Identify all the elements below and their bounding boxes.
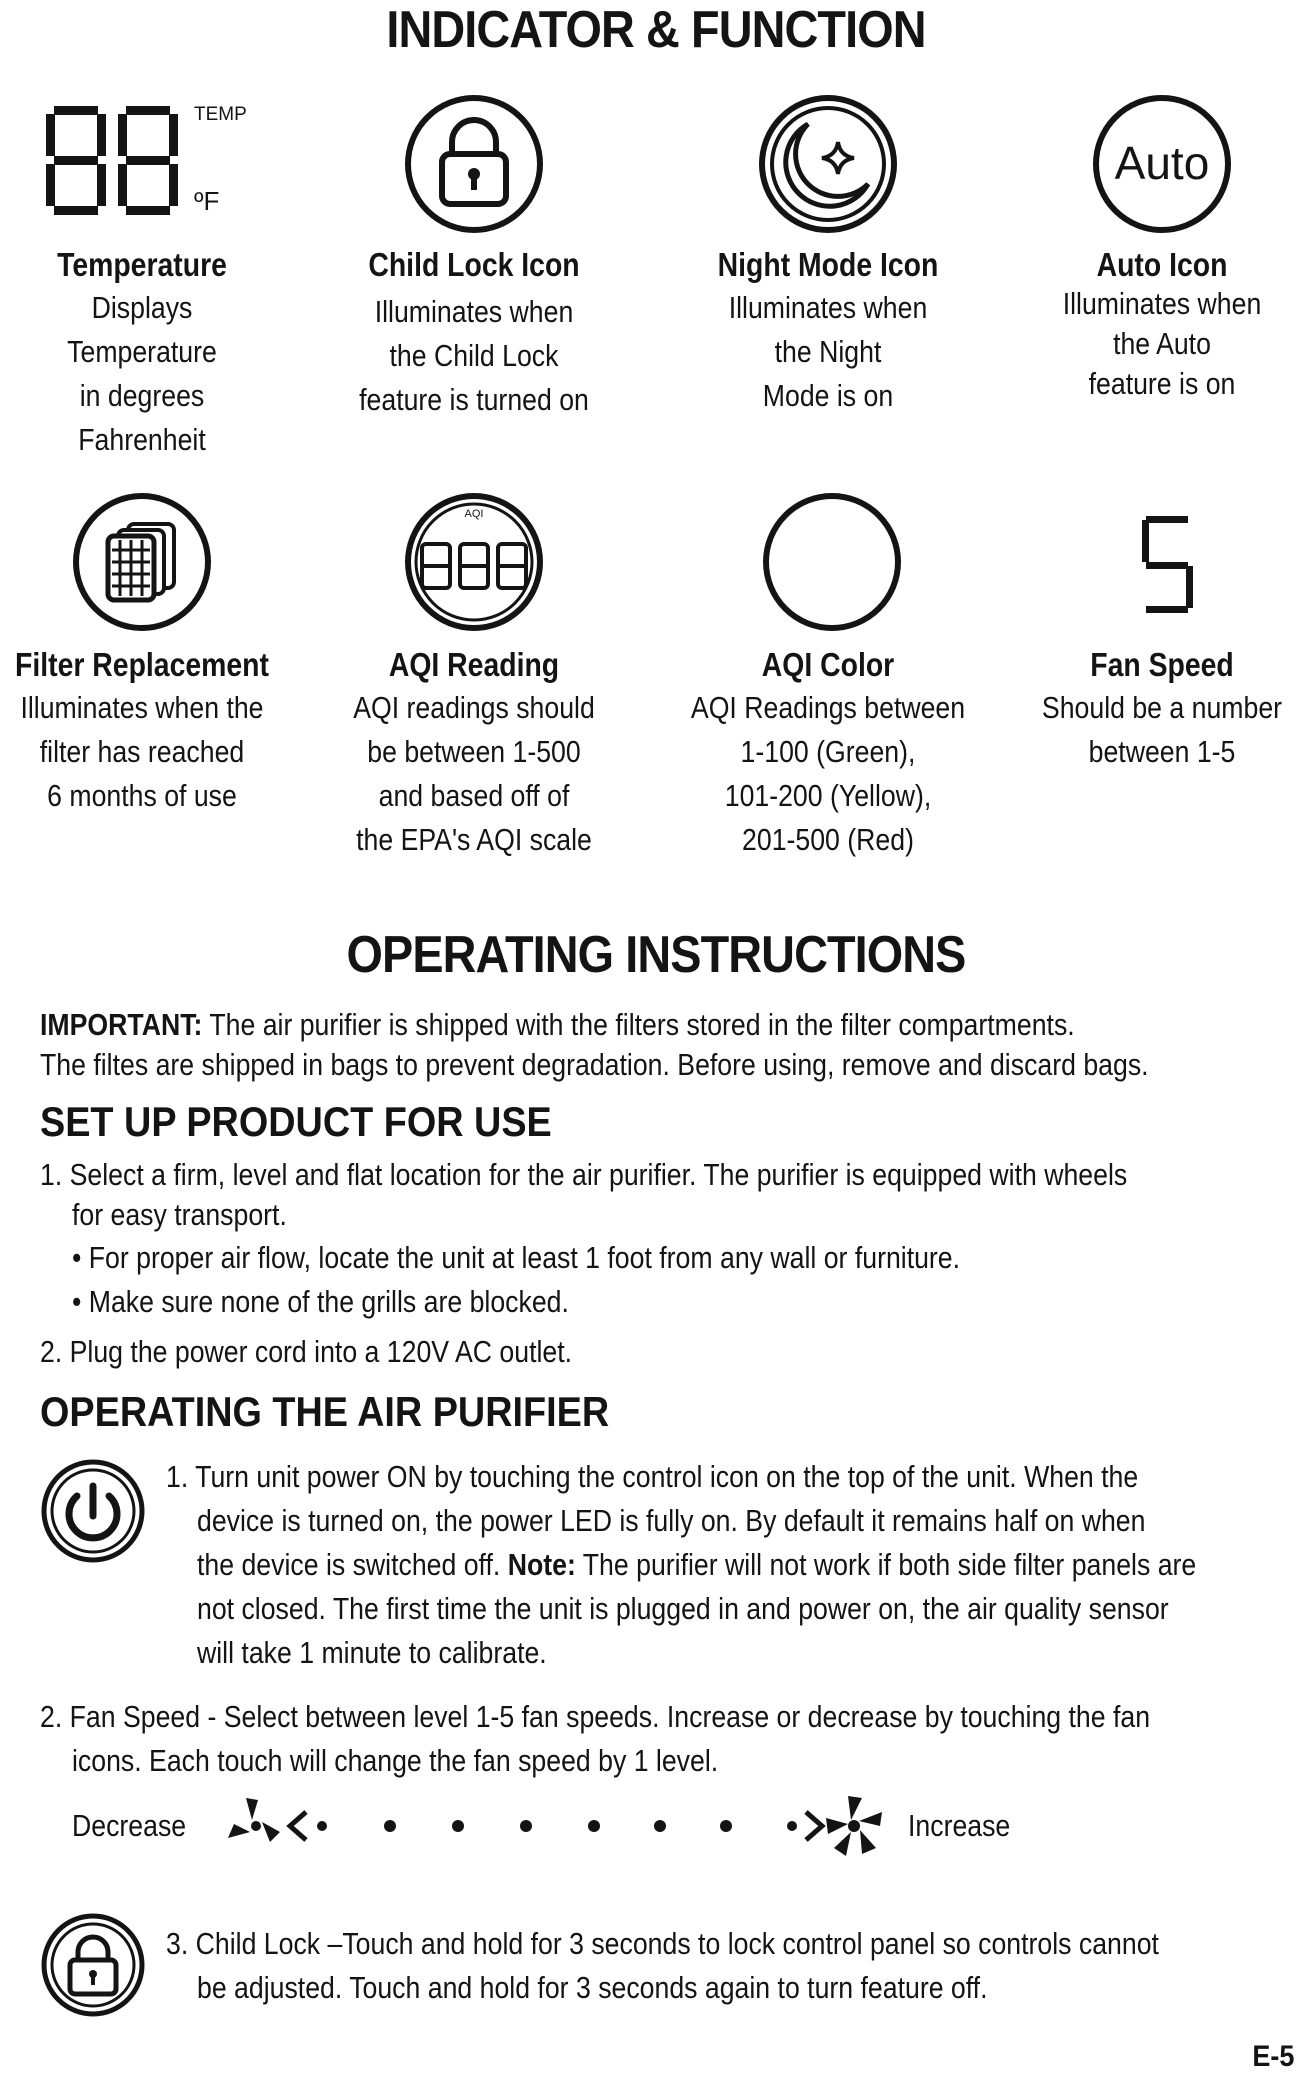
- power-icon: [40, 1458, 146, 1564]
- fan-speed-title: Fan Speed: [1090, 646, 1234, 683]
- filter-replacement-icon: [70, 490, 214, 634]
- aqi-color-desc: AQI Readings between 1-100 (Green), 101-200 (Yellow), 201-500 (Red): [690, 690, 966, 857]
- setup-bullet-2: • Make sure none of the grills are blocked.: [72, 1284, 569, 1319]
- operating-step-1-line-4: not closed. The first time the unit is plugged in and power on, the air quality sensor: [197, 1591, 1169, 1626]
- operating-step-1-line-2: device is turned on, the power LED is fully on. By default it remains half on when: [197, 1503, 1146, 1538]
- setup-step-2: 2. Plug the power cord into a 120V AC outlet.: [40, 1334, 573, 1369]
- step-1-line-3-pre: the device is switched off.: [197, 1547, 508, 1582]
- page-number: E-5: [1252, 2040, 1295, 2073]
- decrease-fan-icon: [228, 1798, 280, 1842]
- auto-title: Auto Icon: [1096, 246, 1228, 283]
- aqi-reading-desc: AQI readings should be between 1-500 and based off of the EPA's AQI scale: [353, 690, 595, 857]
- indicator-title: INDICATOR & FUNCTION: [386, 1, 926, 59]
- temperature-title: Temperature: [57, 246, 227, 283]
- note-label: Note:: [507, 1547, 576, 1582]
- setup-bullet-1: • For proper air flow, locate the unit at least 1 foot from any wall or furniture.: [72, 1240, 961, 1275]
- operating-step-3-line-2: be adjusted. Touch and hold for 3 seconds again to turn feature off.: [197, 1970, 988, 2005]
- child-lock-title: Child Lock Icon: [368, 246, 580, 283]
- child-lock-desc: Illuminates when the Child Lock feature is turned on: [359, 294, 589, 417]
- aqi-reading-icon: [402, 490, 546, 634]
- temperature-desc: Displays Temperature in degrees Fahrenheit: [67, 290, 217, 457]
- aqi-color-icon: [760, 490, 904, 634]
- decrease-label: Decrease: [72, 1808, 187, 1843]
- auto-icon: [1090, 92, 1234, 236]
- fan-speed-digit-icon: [1140, 516, 1196, 616]
- setup-step-1-line-2: for easy transport.: [72, 1197, 287, 1232]
- temp-label: TEMP: [194, 104, 247, 125]
- fahrenheit-unit: ºF: [194, 186, 220, 216]
- operating-step-3-line-1: 3. Child Lock –Touch and hold for 3 seconds to lock control panel so controls cannot: [166, 1926, 1159, 1961]
- auto-desc: Illuminates when the Auto feature is on: [1062, 286, 1262, 401]
- operating-step-2-line-2: icons. Each touch will change the fan speed by 1 level.: [72, 1743, 719, 1778]
- important-label: IMPORTANT:: [40, 1007, 203, 1042]
- setup-step-1-line-1: 1. Select a firm, level and flat location for the air purifier. The purifier is equipped with wheels: [40, 1157, 1128, 1192]
- operating-step-1-line-3: [197, 1543, 1196, 1587]
- operating-step-1-line-5: will take 1 minute to calibrate.: [197, 1635, 547, 1670]
- fan-speed-scale: [214, 1792, 904, 1860]
- aqi-reading-title: AQI Reading: [388, 646, 560, 683]
- step-1-line-3-post: The purifier will not work if both side filter panels are: [575, 1547, 1197, 1582]
- auto-icon-text: Auto: [1114, 137, 1210, 189]
- operating-heading: OPERATING THE AIR PURIFIER: [40, 1388, 610, 1435]
- aqi-icon-label: AQI: [464, 508, 484, 520]
- important-line-1: [40, 1005, 1075, 1045]
- operating-step-2-line-1: 2. Fan Speed - Select between level 1-5 fan speeds. Increase or decrease by touching the fan: [40, 1699, 1151, 1734]
- filter-replacement-desc: Illuminates when the filter has reached 6 months of use: [20, 690, 264, 813]
- aqi-color-title: AQI Color: [761, 646, 895, 683]
- operating-instructions-title: OPERATING INSTRUCTIONS: [346, 926, 966, 984]
- important-text: The air purifier is shipped with the filters stored in the filter compartments.: [202, 1007, 1075, 1042]
- operating-step-1-line-1: 1. Turn unit power ON by touching the control icon on the top of the unit. When the: [166, 1459, 1139, 1494]
- important-line-2: The filtes are shipped in bags to prevent degradation. Before using, remove and discard bags.: [40, 1047, 1149, 1082]
- night-mode-icon: [756, 92, 900, 236]
- night-mode-desc: Illuminates when the Night Mode is on: [728, 290, 928, 413]
- increase-label: Increase: [908, 1808, 1011, 1843]
- increase-fan-icon: [826, 1796, 882, 1856]
- fan-speed-desc: Should be a number between 1-5: [1041, 690, 1283, 769]
- night-mode-title: Night Mode Icon: [717, 246, 939, 283]
- setup-heading: SET UP PRODUCT FOR USE: [40, 1098, 552, 1145]
- filter-replacement-title: Filter Replacement: [15, 646, 269, 683]
- child-lock-small-icon: [40, 1912, 146, 2018]
- child-lock-icon: [402, 92, 546, 236]
